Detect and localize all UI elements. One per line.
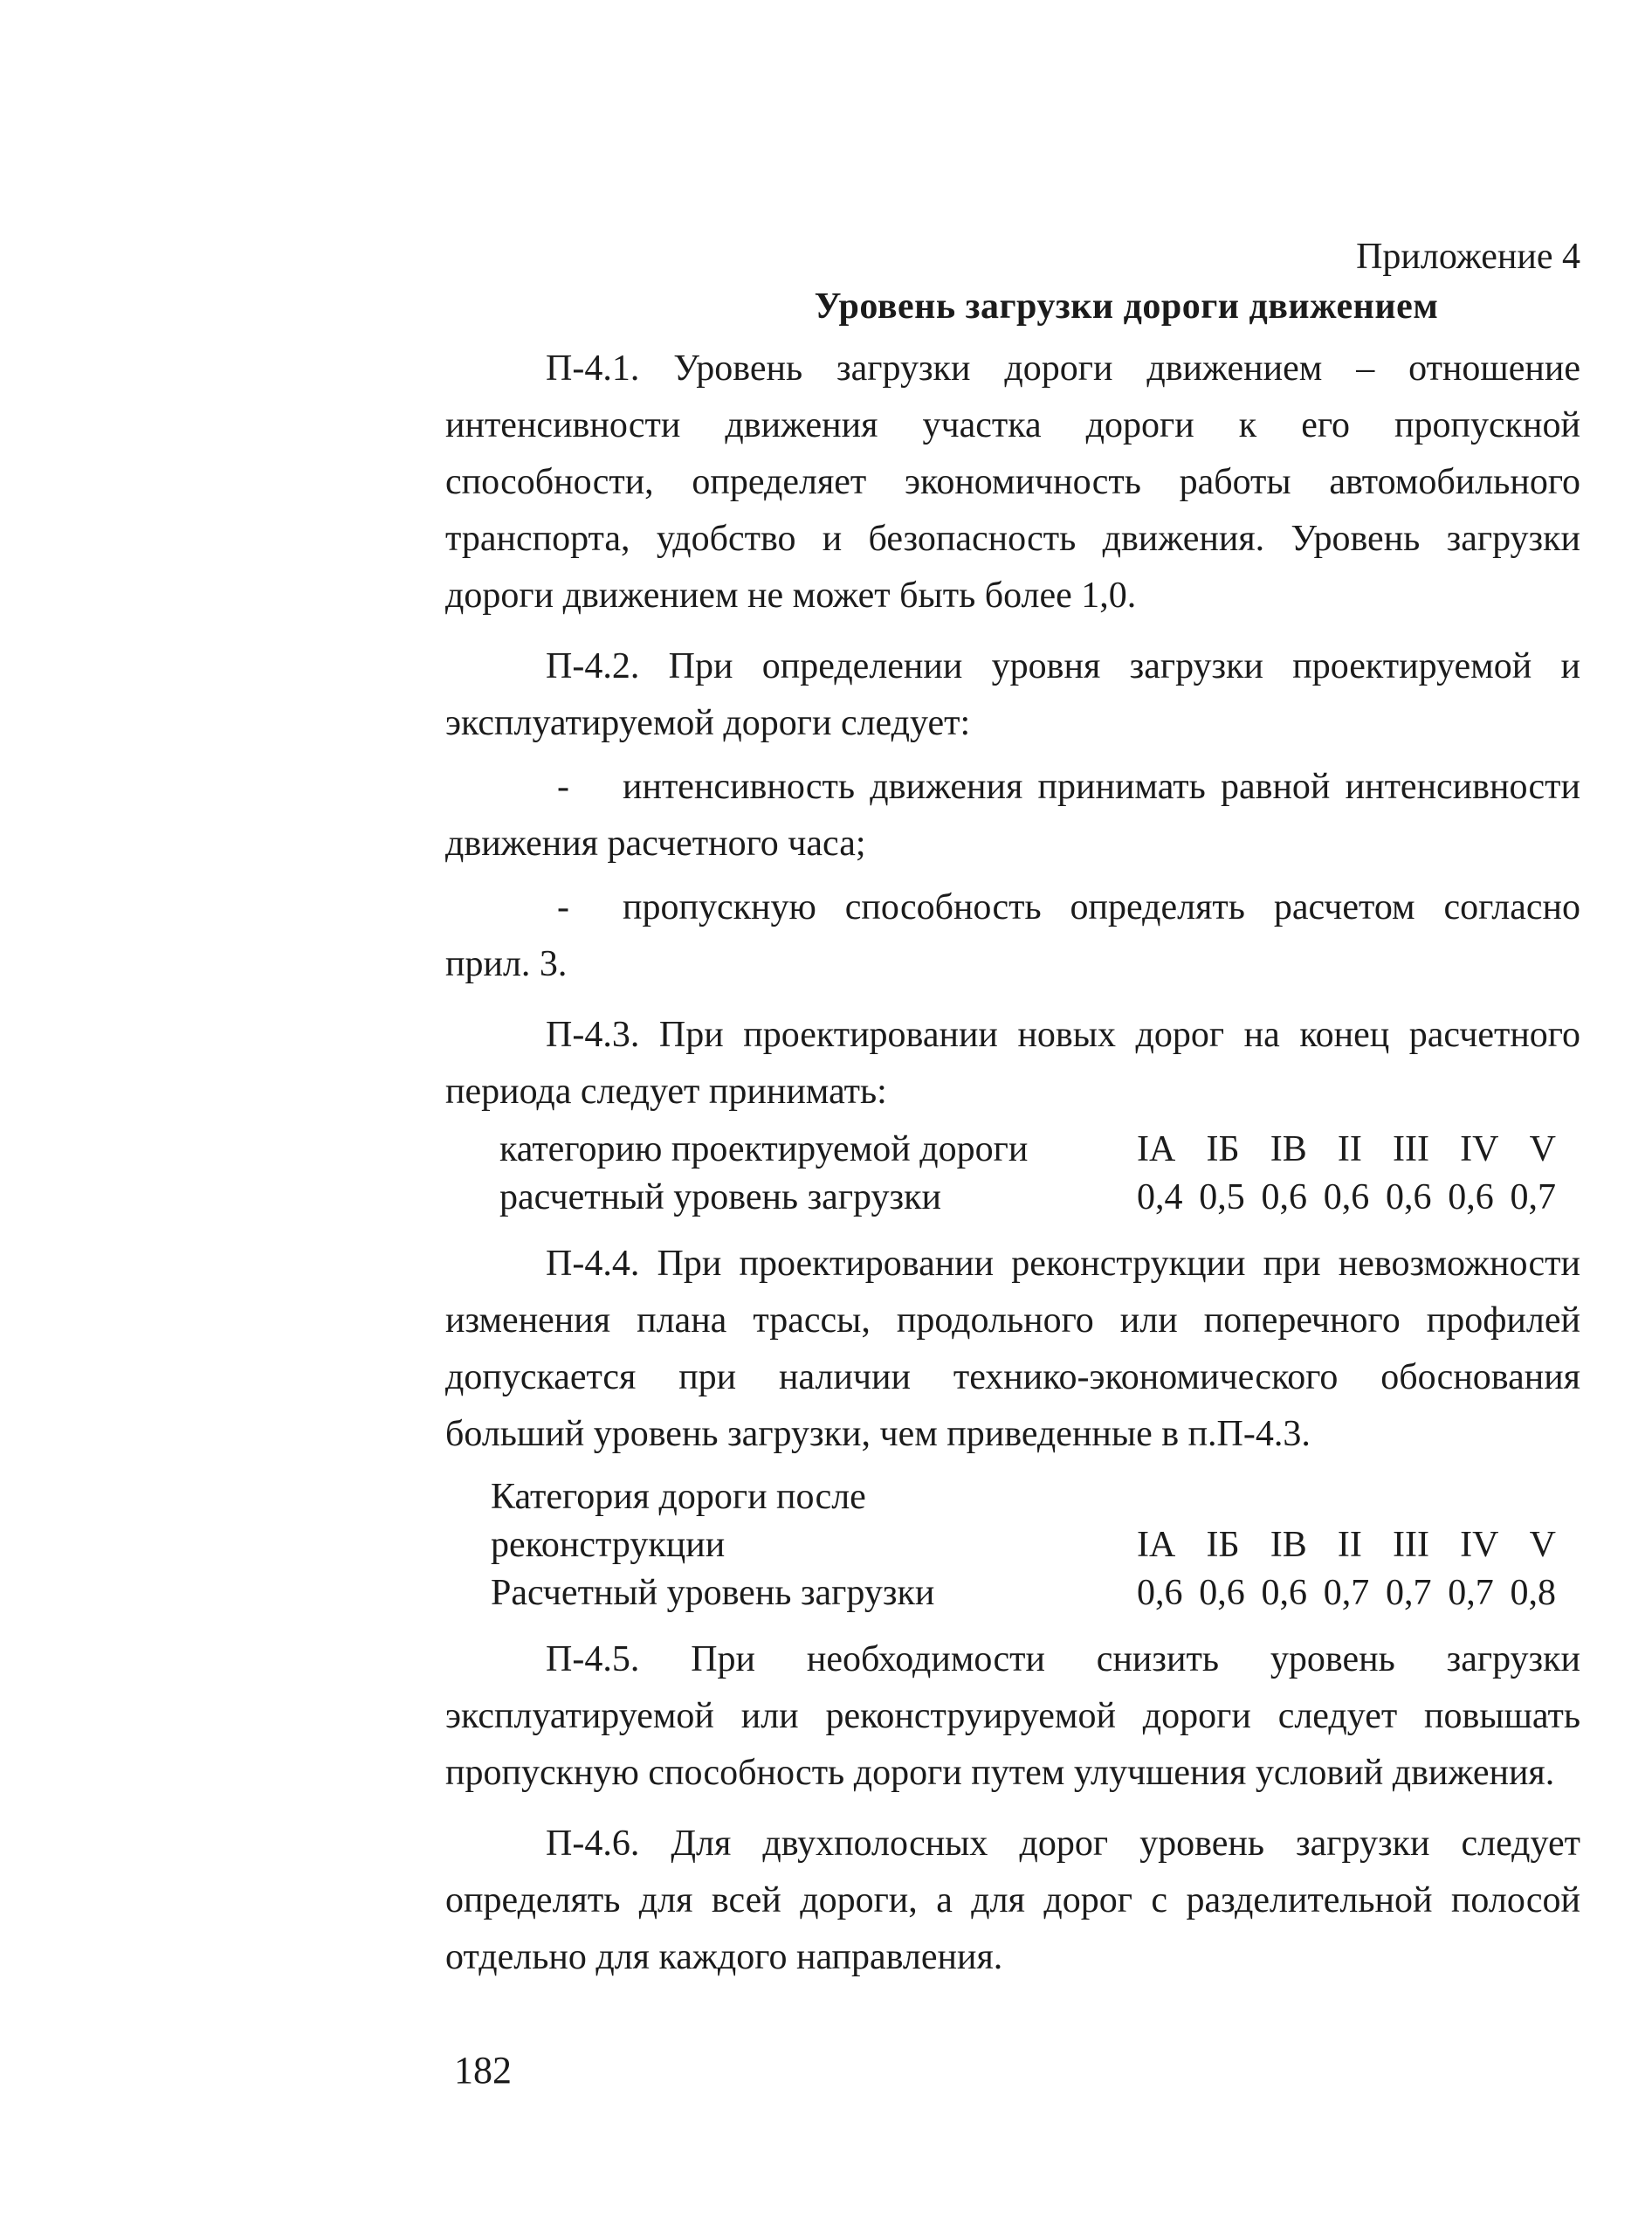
page-number: 182 [454,2049,512,2092]
appendix-label: Приложение 4 [1356,237,1580,277]
dash-marker: - [557,767,569,807]
table-cell: 0,6 [1199,1573,1245,1613]
table-cell: 0,6 [1137,1573,1183,1613]
load-table-reconstruction [491,1473,1580,1617]
table-cell: V [1529,1129,1556,1169]
load-row [1137,1569,1556,1617]
table-cell: IV [1460,1129,1499,1169]
paragraph-p46: П-4.6. Для двухполосных дорог уровень загрузки следует определять для всей дороги, а для дорог с разделительной полосой отдельно для каждого направления. [445,1824,1580,1977]
dash-marker: - [557,887,569,927]
table-cell: IA [1137,1525,1176,1565]
paragraph-p42: П-4.2. При определении уровня загрузки проектируемой и эксплуатируемой дороги следует: [445,646,1580,743]
table-cell: IB [1270,1525,1307,1565]
table-cell: 0,5 [1199,1177,1245,1217]
table-cell: V [1529,1525,1556,1565]
paragraph-p41: П-4.1. Уровень загрузки дороги движением – отношение интенсивности движения участка дороги к его пропускной способности, определяет экономичность работы автомобильного транспорта, удобство и безопасность движения. Уровень загрузки дороги движением не может быть более 1,0. [445,348,1580,616]
category-row [1137,1521,1556,1569]
load-row [1137,1174,1556,1222]
table-cell: IB [1270,1129,1307,1169]
row-label-load: расчетный уровень загрузки [499,1177,941,1217]
list-item-text: пропускную способность определять расчетом согласно прил. 3. [445,887,1580,984]
empty-cell [1137,1473,1556,1521]
paragraph-p45: П-4.5. При необходимости снизить уровень загрузки эксплуатируемой или реконструируемой дороги следует повышать пропускную способность дороги путем улучшения условий движения. [445,1639,1580,1793]
table-cell: IБ [1206,1525,1240,1565]
table-cell: III [1393,1129,1430,1169]
table-cell: 0,7 [1323,1573,1370,1613]
paragraph-p43: П-4.3. При проектировании новых дорог на конец расчетного периода следует принимать: [445,1015,1580,1112]
table-cell: 0,8 [1510,1573,1556,1613]
table-cell: 0,6 [1448,1177,1494,1217]
table-cell: 0,6 [1386,1177,1432,1217]
table-cell: 0,6 [1261,1177,1307,1217]
table-cell: 0,6 [1261,1573,1307,1613]
category-row [1137,1126,1556,1174]
table-cell: 0,6 [1323,1177,1370,1217]
row-label-category-line1: Категория дороги после [491,1477,866,1517]
table-cell: III [1393,1525,1430,1565]
table-cell: IБ [1206,1129,1240,1169]
load-table-new-roads [499,1126,1580,1222]
table-cell: 0,7 [1448,1573,1494,1613]
section-title: Уровень загрузки дороги движением [814,286,1439,327]
table-cell: II [1337,1525,1362,1565]
table-cell: 0,4 [1137,1177,1183,1217]
table-cell: IV [1460,1525,1499,1565]
document-page [445,229,1580,1986]
list-item [445,759,1580,872]
row-label-category-line2: реконструкции [491,1525,726,1565]
row-label-load: Расчетный уровень загрузки [491,1573,935,1613]
list-item-text: интенсивность движения принимать равной интенсивности движения расчетного часа; [445,767,1580,864]
list-item [445,879,1580,993]
table-cell: 0,7 [1510,1177,1556,1217]
row-label-category: категорию проектируемой дороги [499,1129,1029,1169]
table-cell: 0,7 [1386,1573,1432,1613]
table-cell: IA [1137,1129,1176,1169]
paragraph-p44: П-4.4. При проектировании реконструкции при невозможности изменения плана трассы, продольного или поперечного профилей допускается при наличии технико-экономического обоснования больший уровень загрузки, чем приведенные в п.П-4.3. [445,1244,1580,1454]
table-cell: II [1337,1129,1362,1169]
